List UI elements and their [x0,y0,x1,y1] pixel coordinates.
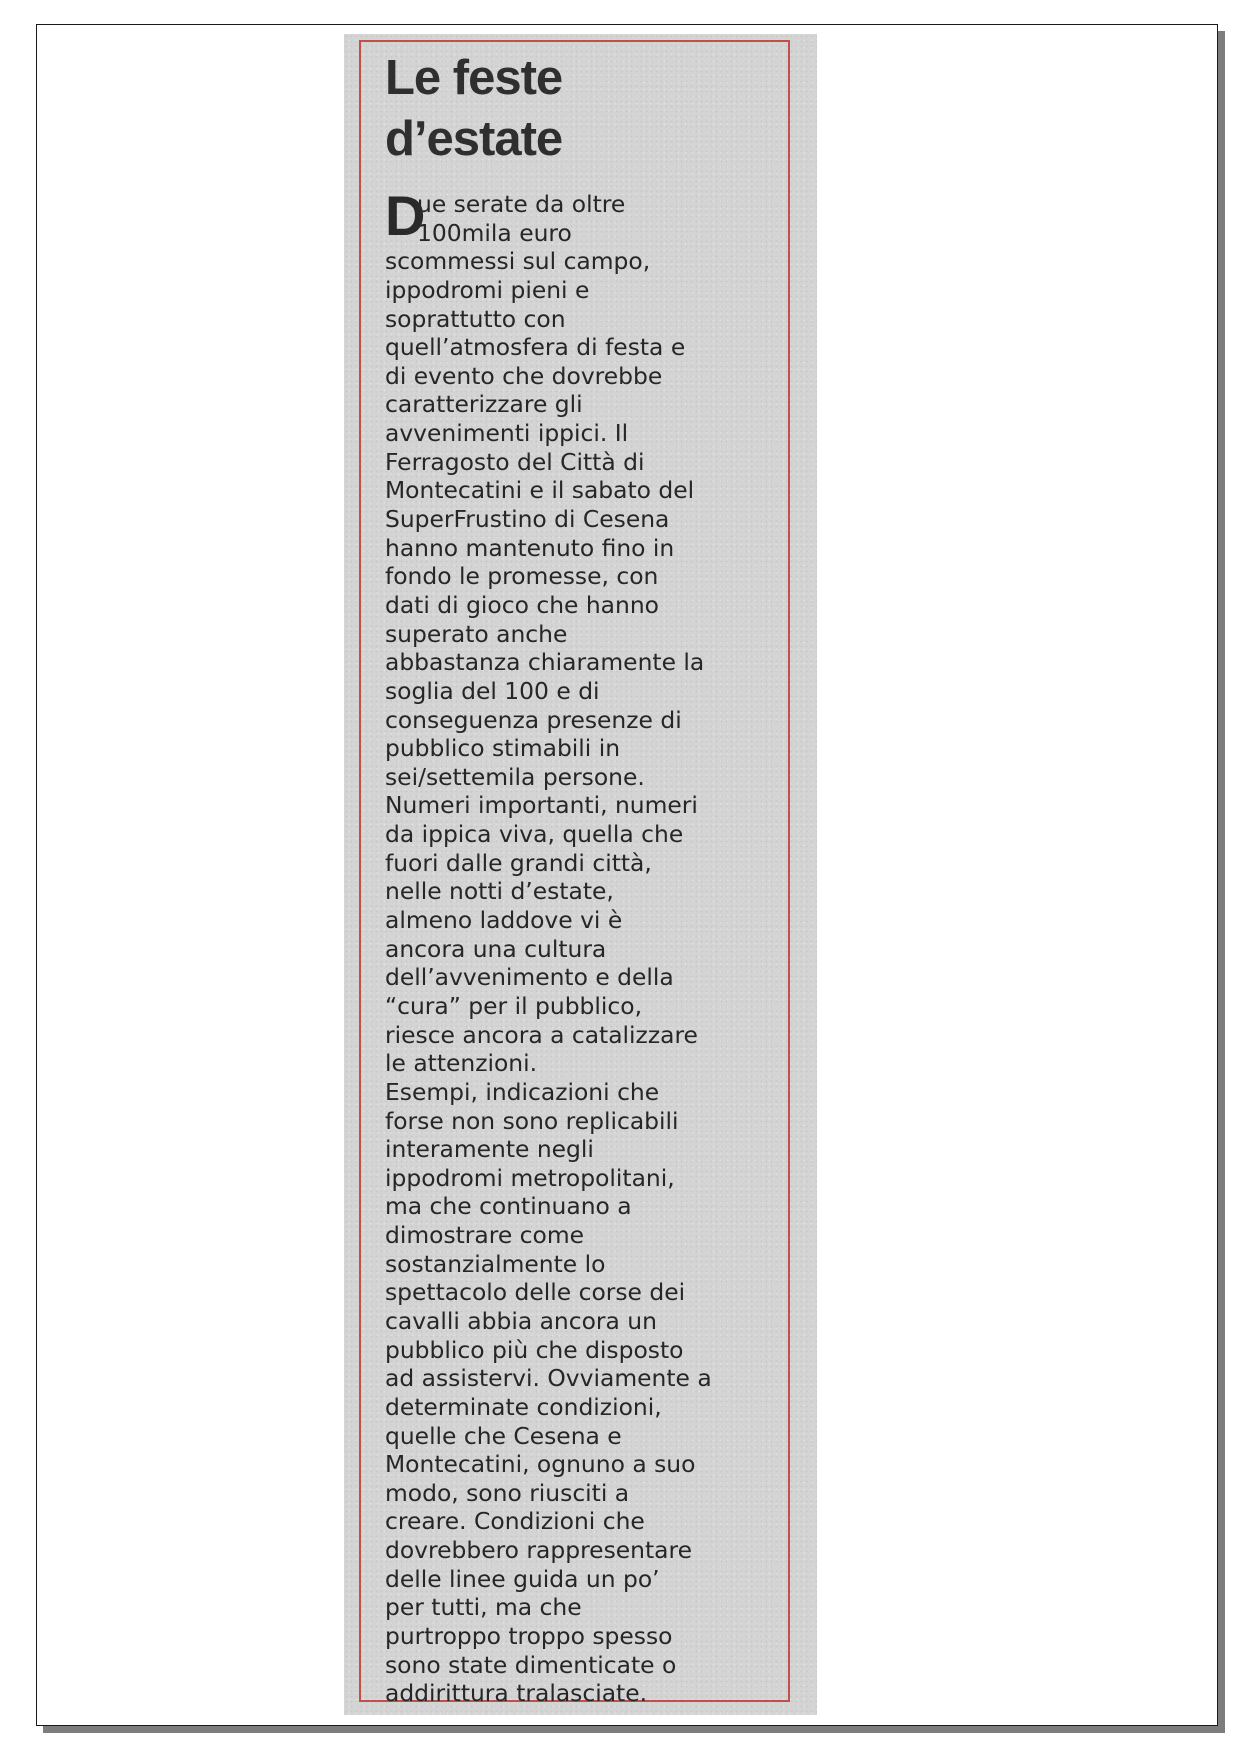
article-line: determinate condizioni, [385,1392,662,1421]
article-line: pubblico stimabili in [385,734,621,763]
article-line: ippodromi metropolitani, [385,1163,675,1192]
article-line: 100mila euro [417,218,572,247]
newspaper-clipping [344,34,817,1715]
article-line: modo, sono riusciti a [385,1478,630,1507]
article-line: nelle notti d’estate, [385,877,614,906]
article-line: fondo le promesse, con [385,562,659,591]
article-line: ma che continuano a [385,1192,632,1221]
article-line: le attenzioni. [385,1049,538,1078]
article-line: sostanzialmente lo [385,1249,606,1278]
article-line: avvenimenti ippici. Il [385,419,629,448]
article-line: purtroppo troppo spesso [385,1622,673,1651]
article-lines [385,184,785,1708]
article-line: Numeri importanti, numeri [385,791,698,820]
article-line: ancora una cultura [385,934,607,963]
article-line: dimostrare come [385,1221,585,1250]
drop-cap: D [385,184,426,247]
article-box [359,40,790,1708]
article-line: cavalli abbia ancora un [385,1306,657,1335]
article-line: Esempi, indicazioni che [385,1077,660,1106]
article-line: creare. Condizioni che [385,1507,645,1536]
article-line: dati di gioco che hanno [385,590,659,619]
article-line: sono state dimenticate o [385,1650,677,1679]
article-line: da ippica viva, quella che [385,820,684,849]
article-line: sei/settemila persone. [385,762,645,791]
article-line: superato anche [385,619,568,648]
headline-line: Le feste [385,51,563,105]
headline-line: d’estate [385,112,563,166]
article-line: abbastanza chiaramente la [385,648,705,677]
article-line: delle linee guida un po’ [385,1564,660,1593]
article-line: ad assistervi. Ovviamente a [385,1364,712,1393]
article-line: pubblico più che disposto [385,1335,684,1364]
article-line: ippodromi pieni e [385,275,590,304]
article-line: dovrebbero rappresentare [385,1536,692,1565]
article-headline [385,48,562,170]
article-line: dell’avvenimento e della [385,963,674,992]
article-line: soglia del 100 e di [385,676,600,705]
article-line: interamente negli [385,1135,594,1164]
article-body [385,184,785,1708]
article-line: di evento che dovrebbe [385,361,663,390]
article-line: ue serate da oltre [417,190,626,218]
article-line: Montecatini e il sabato del [385,476,695,505]
article-line: soprattutto con [385,304,566,333]
article-line: scommessi sul campo, [385,247,651,276]
article-line: per tutti, ma che [385,1593,582,1622]
article-line: conseguenza presenze di [385,705,682,734]
article-line: “cura” per il pubblico, [385,991,642,1020]
article-line: hanno mantenuto fino in [385,533,675,562]
article-line: almeno laddove vi è [385,906,623,935]
page-frame [36,24,1218,1726]
article-line: Montecatini, ognuno a suo [385,1450,696,1479]
article-line: forse non sono replicabili [385,1106,679,1135]
article-line: caratterizzare gli [385,390,583,419]
article-line: spettacolo delle corse dei [385,1278,686,1307]
article-line: quell’atmosfera di festa e [385,333,686,362]
article-line: Ferragosto del Città di [385,447,645,476]
article-line: riesce ancora a catalizzare [385,1020,698,1049]
article-line: addirittura tralasciate. [385,1679,648,1708]
article-line: quelle che Cesena e [385,1421,622,1450]
article-line: fuori dalle grandi città, [385,848,652,877]
article-line: SuperFrustino di Cesena [385,505,670,534]
